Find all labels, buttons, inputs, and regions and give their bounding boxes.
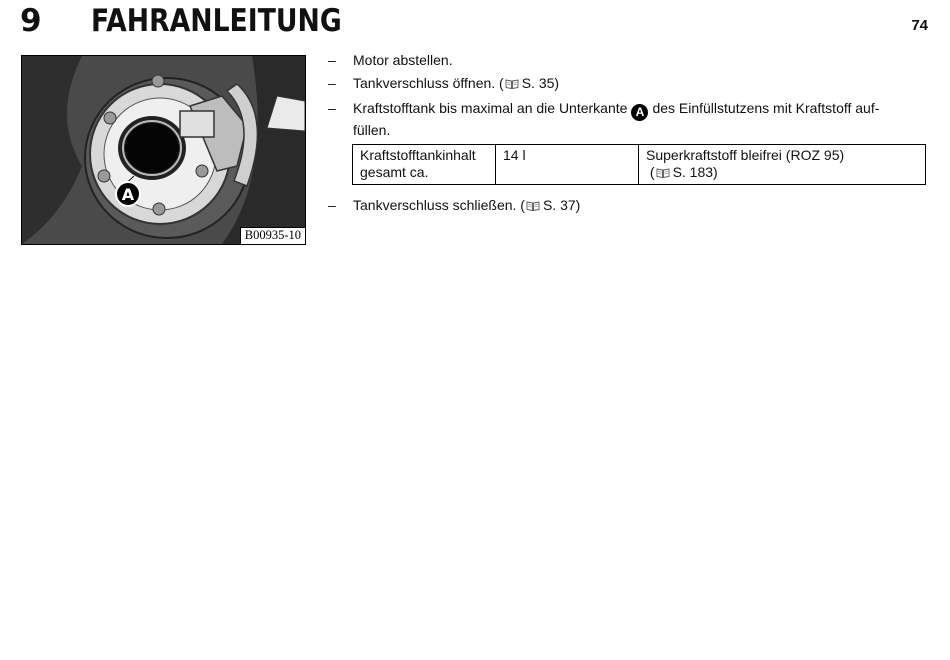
step-text: Tankverschluss öffnen. ( <box>353 75 504 91</box>
step-dash: – <box>328 52 336 68</box>
page-reference-link[interactable]: S. 37) <box>542 196 581 213</box>
chapter-number: 9 <box>20 3 42 39</box>
fuel-tank-figure <box>21 55 306 245</box>
step-text-continued: füllen. <box>353 121 391 138</box>
table-row <box>353 144 926 184</box>
step-item <box>328 196 928 214</box>
marker-a-label: A <box>121 185 135 204</box>
page-number: 74 <box>911 17 928 34</box>
spec-label-line2: gesamt ca. <box>360 163 429 180</box>
ref-open: ( <box>649 163 655 180</box>
spec-fuel-cell <box>639 144 926 184</box>
fuel-filler-illustration <box>22 56 305 244</box>
book-icon <box>505 79 519 89</box>
figure-code: B00935-10 <box>240 227 305 244</box>
step-text: Motor abstellen. <box>353 52 453 68</box>
page-reference-link[interactable]: S. 183) <box>672 163 718 180</box>
step-text: des Einfüllstutzens mit Kraftstoff auf- <box>652 100 880 116</box>
step-dash: – <box>328 100 336 116</box>
fuel-spec-table <box>352 144 926 185</box>
step-text: Kraftstofftank bis maximal an die Unterkante <box>353 100 628 116</box>
spec-label-line1: Kraftstofftankinhalt <box>360 146 476 163</box>
marker-a-badge: A <box>631 104 648 121</box>
instruction-steps <box>328 51 928 219</box>
spec-value-cell: 14 l <box>496 144 639 184</box>
step-dash: – <box>328 75 336 91</box>
step-dash: – <box>328 196 336 213</box>
step-item <box>328 51 928 69</box>
step-item <box>328 74 928 92</box>
page-reference-link[interactable]: S. 35) <box>521 75 560 91</box>
step-item <box>328 99 928 139</box>
book-icon <box>656 168 670 178</box>
spec-label-cell <box>353 144 496 184</box>
fuel-type: Superkraftstoff bleifrei (ROZ 95) <box>646 146 845 163</box>
chapter-title: FAHRANLEITUNG <box>91 3 342 39</box>
step-text: Tankverschluss schließen. ( <box>353 196 525 213</box>
book-icon <box>526 201 540 211</box>
